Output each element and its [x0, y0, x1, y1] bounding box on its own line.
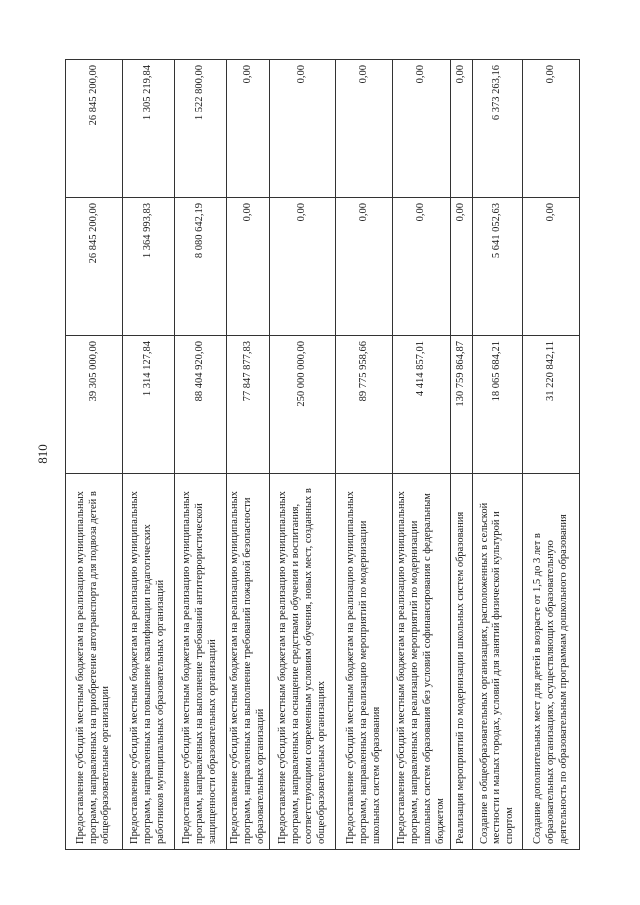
table-row	[123, 60, 175, 850]
amount-year-2: 0,00	[523, 198, 580, 336]
row-description: Создание в общеобразовательных организациях, расположенных в сельской местности и малых городах, условий для занятий физической культурой и спортом	[473, 474, 523, 850]
amount-year-2: 0,00	[336, 198, 393, 336]
amount-year-1: 250 000 000,00	[270, 336, 336, 474]
row-description: Предоставление субсидий местным бюджетам на реализацию муниципальных программ, направленных на реализацию мероприятий по модернизации школьных систем образования	[336, 474, 393, 850]
amount-year-3: 0,00	[227, 60, 270, 198]
amount-year-2: 0,00	[393, 198, 451, 336]
row-description: Реализация мероприятий по модернизации школьных систем образования	[451, 474, 473, 850]
row-description: Предоставление субсидий местным бюджетам на реализацию муниципальных программ, направленных на выполнение требований антитеррористической защищенности образовательных организаций	[175, 474, 227, 850]
amount-year-2: 0,00	[270, 198, 336, 336]
amount-year-3: 26 845 200,00	[66, 60, 123, 198]
amount-year-3: 0,00	[393, 60, 451, 198]
amount-year-1: 31 220 842,11	[523, 336, 580, 474]
amount-year-2: 0,00	[227, 198, 270, 336]
row-description: Предоставление субсидий местным бюджетам на реализацию муниципальных программ, направленных на реализацию мероприятий по модернизации школьных систем образования без условий софинансирования с федеральным бюджетом	[393, 474, 451, 850]
amount-year-1: 130 759 864,87	[451, 336, 473, 474]
amount-year-2: 26 845 200,00	[66, 198, 123, 336]
table-row	[227, 60, 270, 850]
amount-year-1: 88 404 920,00	[175, 336, 227, 474]
amount-year-3: 0,00	[336, 60, 393, 198]
table-row	[473, 60, 523, 850]
amount-year-2: 5 641 052,63	[473, 198, 523, 336]
amount-year-3: 0,00	[270, 60, 336, 198]
table-row	[175, 60, 227, 850]
row-description: Предоставление субсидий местным бюджетам на реализацию муниципальных программ, направленных на выполнение требований пожарной безопасности образовательных организаций	[227, 474, 270, 850]
amount-year-1: 77 847 877,83	[227, 336, 270, 474]
row-description: Создание дополнительных мест для детей в возрасте от 1,5 до 3 лет в образовательных организациях, осуществляющих образовательную деятельность по образовательным программам дошкольного образования	[523, 474, 580, 850]
amount-year-2: 8 080 642,19	[175, 198, 227, 336]
amount-year-2: 1 364 993,83	[123, 198, 175, 336]
amount-year-1: 18 065 684,21	[473, 336, 523, 474]
amount-year-1: 39 305 000,00	[66, 336, 123, 474]
table-row	[451, 60, 473, 850]
table-row	[393, 60, 451, 850]
budget-table	[65, 59, 580, 850]
amount-year-3: 0,00	[451, 60, 473, 198]
rotated-page	[65, 60, 578, 850]
row-description: Предоставление субсидий местным бюджетам на реализацию муниципальных программ, направленных на приобретение автотранспорта для подвоза детей в общеобразовательные организации	[66, 474, 123, 850]
row-description: Предоставление субсидий местным бюджетам на реализацию муниципальных программ, направленных на повышение квалификации педагогических работников муниципальных образовательных организаций	[123, 474, 175, 850]
amount-year-3: 0,00	[523, 60, 580, 198]
amount-year-1: 4 414 857,01	[393, 336, 451, 474]
table-row	[523, 60, 580, 850]
amount-year-2: 0,00	[451, 198, 473, 336]
table-row	[336, 60, 393, 850]
amount-year-1: 89 775 958,66	[336, 336, 393, 474]
amount-year-3: 6 373 263,16	[473, 60, 523, 198]
amount-year-1: 1 314 127,84	[123, 336, 175, 474]
amount-year-3: 1 305 219,84	[123, 60, 175, 198]
table-row	[66, 60, 123, 850]
amount-year-3: 1 522 800,00	[175, 60, 227, 198]
table-row	[270, 60, 336, 850]
page-number: 810	[35, 444, 50, 464]
row-description: Предоставление субсидий местным бюджетам на реализацию муниципальных программ, направленных на оснащение средствами обучения и воспитания, соответствующими современным условиям обучения, новых мест, созданных в общеобразовательных организациях	[270, 474, 336, 850]
